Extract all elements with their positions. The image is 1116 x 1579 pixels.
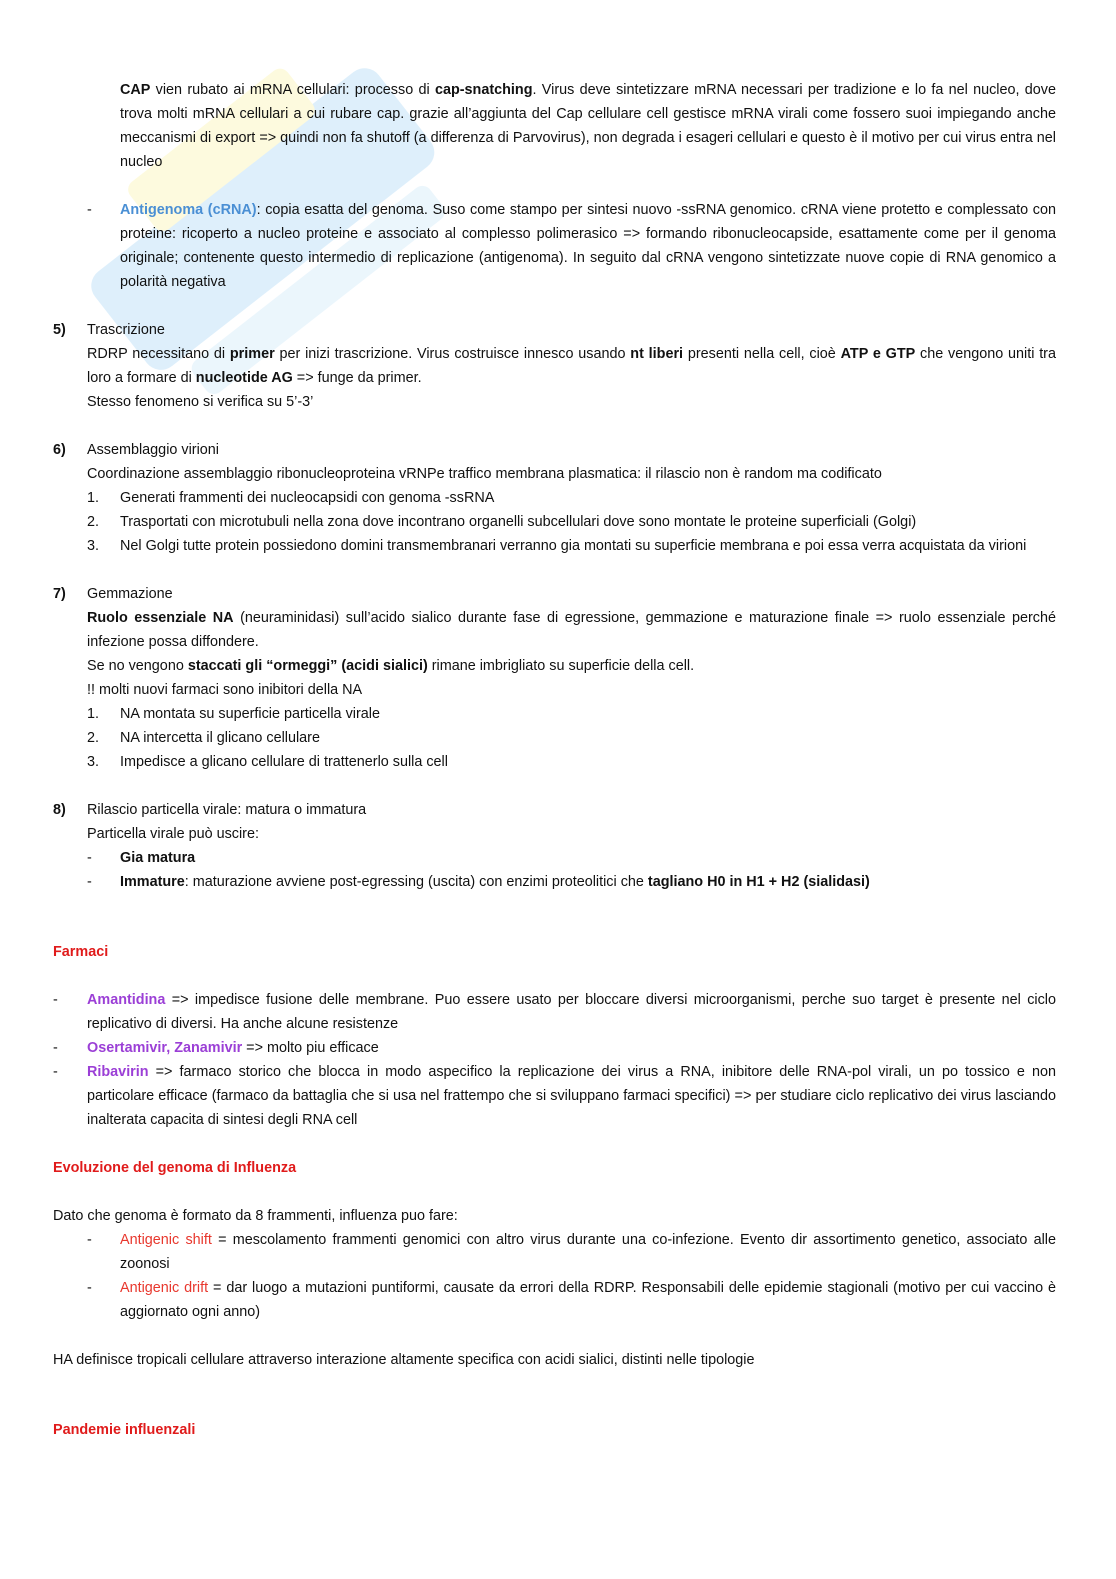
list-item — [53, 702, 1056, 726]
list-item — [53, 1036, 1056, 1060]
section-number: 8) — [53, 802, 66, 818]
text: - — [87, 850, 92, 866]
text: NA montata su superficie particella virale — [120, 706, 380, 722]
evoluzione-intro: Dato che genoma è formato da 8 frammenti, influenza puo fare: — [53, 1208, 458, 1224]
section-7-line — [87, 654, 1056, 678]
text: 1. — [87, 490, 100, 506]
list-item — [53, 1060, 1056, 1132]
section-title: Trascrizione — [87, 322, 165, 338]
text: Amantidina — [87, 992, 166, 1008]
text: Trasportati con microtubuli nella zona dove incontrano organelli subcellulari dove sono montate le proteine superficiali (Golgi) — [120, 514, 917, 530]
antigenoma-item — [53, 198, 1056, 294]
text: : copia esatta del genoma. Suso come stampo per sintesi nuovo -ssRNA genomico. cRNA viene protetto e complessato con proteine: ricoperto a nucleo proteine e associato al complesso polimerasico => formando ribonucleocapside, esattamente come per il genoma originale; contenente questo intermedio di replicazione (antigenoma). In seguito dal cRNA vengono sintetizzate nuove copie di RNA genomico a polarità negativa — [120, 202, 1056, 290]
text: Ribavirin — [87, 1064, 149, 1080]
section-number: 5) — [53, 322, 66, 338]
section-6 — [53, 438, 1056, 486]
list-item — [53, 846, 1056, 870]
list-item — [53, 1228, 1056, 1276]
section-5 — [53, 318, 1056, 414]
text: 3. — [87, 538, 100, 554]
pandemie-heading: Pandemie influenzali — [53, 1422, 196, 1438]
list-item — [53, 988, 1056, 1036]
section-8 — [53, 798, 1056, 846]
text: : maturazione avviene post-egressing (uscita) con enzimi proteolitici che — [184, 874, 648, 890]
document-content — [53, 78, 1056, 1442]
cap-paragraph — [53, 78, 1056, 174]
text: - — [53, 1040, 58, 1056]
text: 2. — [87, 730, 100, 746]
text: per inizi trascrizione. Virus costruisce innesco usando — [274, 346, 631, 362]
evoluzione-heading: Evoluzione del genoma di Influenza — [53, 1160, 297, 1176]
text: vien rubato ai mRNA cellulari: processo di — [150, 82, 435, 98]
text: => impedisce fusione delle membrane. Puo essere usato per bloccare diversi microorganismi, perche suo target è presente nel ciclo replicativo di diversi. Ha anche alcune resistenze — [87, 992, 1056, 1032]
text: Impedisce a glicano cellulare di trattenerlo sulla cell — [120, 754, 448, 770]
list-item — [53, 486, 1056, 510]
section-number: 7) — [53, 586, 66, 602]
text: RDRP necessitano di — [87, 346, 230, 362]
section-7-note: !! molti nuovi farmaci sono inibitori della NA — [87, 682, 363, 698]
ha-paragraph: HA definisce tropicali cellulare attraverso interazione altamente specifica con acidi sialici, distinti nelle tipologie — [53, 1352, 755, 1368]
text: che vengono uniti tra loro a formare di — [87, 346, 1056, 386]
text: = mescolamento frammenti genomici con altro virus durante una co-infezione. Evento dir assortimento genetico, associato alle zoonosi — [120, 1232, 1056, 1272]
farmaci-heading: Farmaci — [53, 944, 109, 960]
antigenoma-term: Antigenoma (cRNA) — [120, 202, 257, 218]
section-number: 6) — [53, 442, 66, 458]
text: => farmaco storico che blocca in modo aspecifico la replicazione dei virus a RNA, inibitore delle RNA-pol virali, un po tossico e non particolare efficace (farmaco da battaglia che si usa nel frattempo che si sviluppano farmaci specifici) => per studiare ciclo replicativo dei virus lasciando inalterata capacita di sintesi degli RNA cell — [87, 1064, 1056, 1128]
text: rimane imbrigliato su superficie della cell. — [427, 658, 695, 674]
text: NA intercetta il glicano cellulare — [120, 730, 320, 746]
section-7-body — [87, 606, 1056, 654]
text: 3. — [87, 754, 100, 770]
text: Immature — [120, 874, 185, 890]
text: = dar luogo a mutazioni puntiformi, causate da errori della RDRP. Responsabili delle epidemie stagionali (motivo per cui vaccino è aggiornato ogni anno) — [120, 1280, 1057, 1320]
list-item — [53, 1276, 1056, 1324]
text: Osertamivir, Zanamivir — [87, 1040, 243, 1056]
cap-snatching-term: cap-snatching — [434, 82, 533, 98]
text: - — [53, 992, 58, 1008]
list-item — [53, 750, 1056, 774]
section-5-body — [87, 342, 1056, 390]
text: nt liberi — [630, 346, 684, 362]
section-6-body: Coordinazione assemblaggio ribonucleoproteina vRNPe traffico membrana plasmatica: il rilascio non è random ma codificato — [87, 466, 882, 482]
text: Gia matura — [120, 850, 196, 866]
list-item — [53, 870, 1056, 894]
text: nucleotide AG — [195, 370, 293, 386]
text: tagliano H0 in H1 + H2 (sialidasi) — [647, 874, 870, 890]
section-8-body: Particella virale può uscire: — [87, 826, 259, 842]
text: => molto piu efficace — [242, 1040, 379, 1056]
section-title: Rilascio particella virale: matura o immatura — [87, 802, 367, 818]
text: presenti nella cell, cioè — [683, 346, 841, 362]
text: ATP e GTP — [840, 346, 916, 362]
text: Generati frammenti dei nucleocapsidi con genoma -ssRNA — [120, 490, 495, 506]
text: Ruolo essenziale NA — [87, 610, 234, 626]
text: - — [87, 874, 92, 890]
text: 1. — [87, 706, 100, 722]
list-item — [53, 726, 1056, 750]
text: Se no vengono — [87, 658, 188, 674]
section-title: Gemmazione — [87, 586, 173, 602]
text: (neuraminidasi) sull’acido sialico durante fase di egressione, gemmazione e maturazione finale => ruolo essenziale perché infezione possa diffondere. — [87, 610, 1056, 650]
text: Antigenic drift — [120, 1280, 209, 1296]
cap-term: CAP — [120, 82, 151, 98]
text: 2. — [87, 514, 100, 530]
section-5-note: Stesso fenomeno si verifica su 5’-3’ — [87, 394, 314, 410]
text: Antigenic shift — [120, 1232, 212, 1248]
text: primer — [229, 346, 275, 362]
bullet-dash: - — [87, 202, 92, 218]
text: => funge da primer. — [292, 370, 422, 386]
section-7 — [53, 582, 1056, 702]
list-item — [53, 510, 1056, 534]
list-item — [53, 534, 1056, 558]
text: staccati gli “ormeggi” (acidi sialici) — [187, 658, 428, 674]
text: - — [87, 1280, 92, 1296]
section-title: Assemblaggio virioni — [87, 442, 219, 458]
text: - — [53, 1064, 58, 1080]
text: - — [87, 1232, 92, 1248]
text: . Virus deve sintetizzare mRNA necessari per tradizione e lo fa nel nucleo, dove trova molti mRNA cellulari a cui rubare cap. grazie all’aggiunta del Cap cellulare cell gestisce mRNA virali come fossero suoi impiegando anche meccanismi di export => quindi non fa shutoff (a differenza di Parvovirus), non degrada i esageri cellulari e questo è il motivo per cui virus entra nel nucleo — [120, 82, 1056, 170]
text: Nel Golgi tutte protein possiedono domini transmembranari verranno gia montati su superficie membrana e poi essa verra acquistata da virioni — [120, 538, 1027, 554]
